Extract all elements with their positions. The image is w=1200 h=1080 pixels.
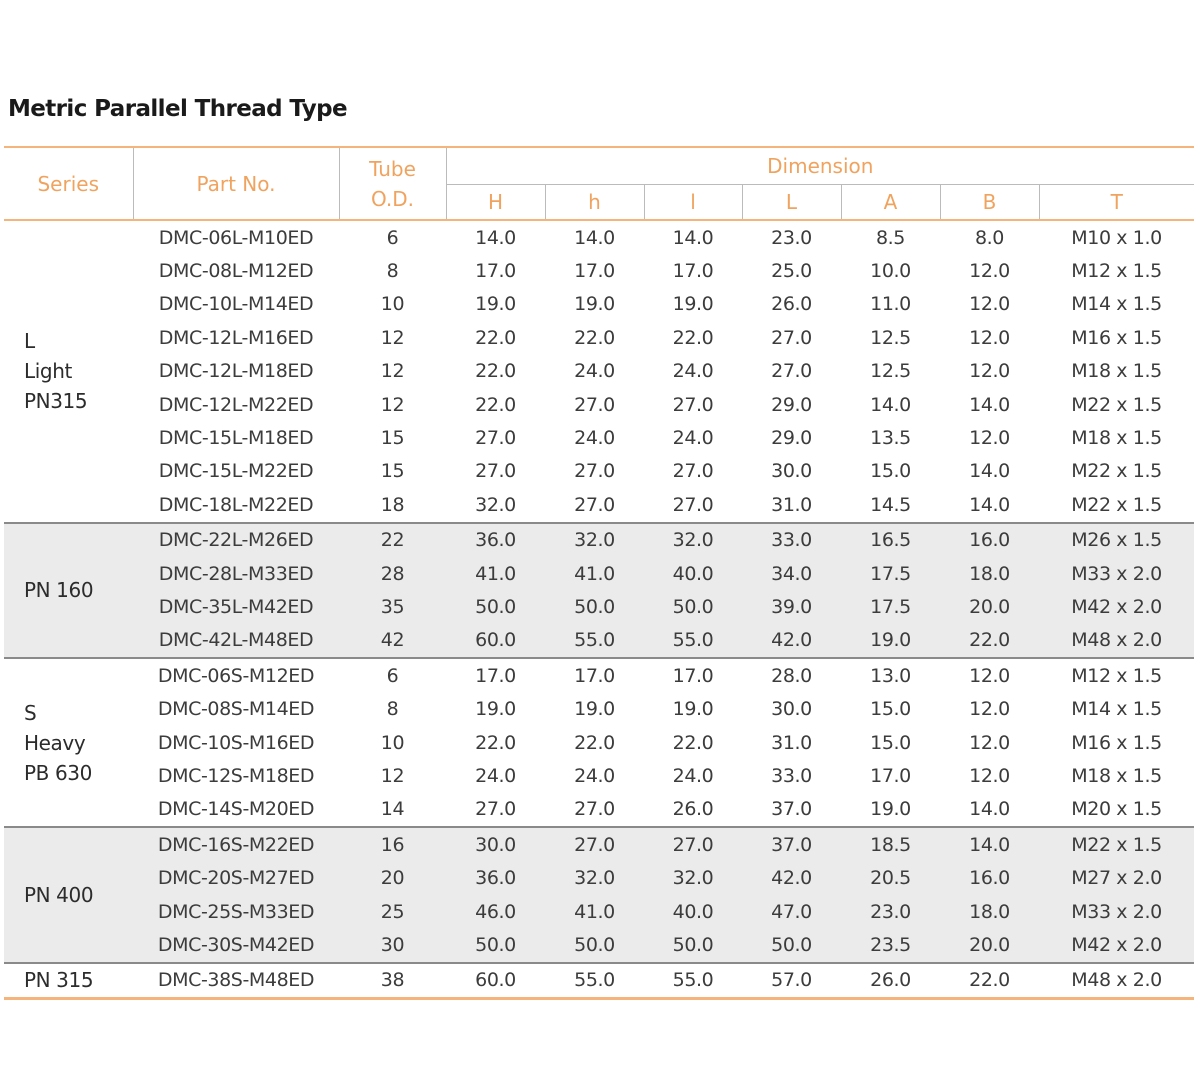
tube-od-cell: 38 <box>339 963 446 999</box>
dim-B-cell: 20.0 <box>940 928 1039 962</box>
dim-B-cell: 12.0 <box>969 360 1010 383</box>
dim-H-cell: 22.0 <box>475 393 516 416</box>
dim-B-cell: 14.0 <box>969 493 1010 516</box>
dim-L-cell: 30.0 <box>771 460 812 483</box>
tube-od-cell: 8 <box>386 260 399 283</box>
part-no-cell: DMC-28L-M33ED <box>133 557 339 590</box>
table-row <box>4 220 1194 254</box>
header-tube-line1: Tube <box>369 156 416 181</box>
part-no-cell: DMC-10L-M14ED <box>158 293 314 316</box>
part-no-cell: DMC-12S-M18ED <box>157 764 315 787</box>
dim-L-cell: 26.0 <box>771 293 812 316</box>
table-row <box>4 421 1194 454</box>
dim-L-cell: 47.0 <box>742 895 841 928</box>
dim-T-cell: M14 x 1.5 <box>1071 293 1162 316</box>
dim-h-small-cell: 24.0 <box>574 764 615 787</box>
dim-T-cell: M12 x 1.5 <box>1039 658 1194 692</box>
dim-L-cell: 29.0 <box>771 427 812 450</box>
dim-h-small-cell: 24.0 <box>574 427 615 450</box>
tube-od-cell: 42 <box>339 624 446 658</box>
dim-L-cell: 50.0 <box>742 928 841 962</box>
dim-T-cell: M18 x 1.5 <box>1071 427 1162 450</box>
tube-od-cell: 10 <box>380 293 405 316</box>
dim-l-cell: 22.0 <box>672 326 714 349</box>
dim-T-cell: M22 x 1.5 <box>1071 460 1162 483</box>
dim-A-cell: 17.5 <box>841 590 940 623</box>
dim-h-small-cell: 19.0 <box>574 293 615 316</box>
dim-T-cell: M18 x 1.5 <box>1071 764 1162 787</box>
table-header <box>4 147 1194 220</box>
dim-l-cell: 40.0 <box>644 557 742 590</box>
dim-L-cell: 28.0 <box>742 658 841 692</box>
dim-B-cell: 22.0 <box>940 624 1039 658</box>
series-cell <box>4 658 133 827</box>
dim-l-cell: 14.0 <box>672 226 714 249</box>
header-dim-h-small: h <box>545 185 644 221</box>
table-body <box>4 220 1194 998</box>
tube-od-cell: 12 <box>380 393 405 416</box>
dim-L-cell: 31.0 <box>771 493 812 516</box>
dim-l-cell: 40.0 <box>644 895 742 928</box>
dim-h-small-cell: 50.0 <box>545 928 644 962</box>
dim-L-cell: 25.0 <box>771 260 812 283</box>
part-no-cell: DMC-15L-M18ED <box>158 427 314 450</box>
dim-L-cell: 29.0 <box>771 393 812 416</box>
dim-B-cell: 14.0 <box>969 460 1010 483</box>
part-no-cell: DMC-12L-M18ED <box>158 360 314 383</box>
table-row <box>4 557 1194 590</box>
series-cell <box>4 963 133 999</box>
dim-B-cell: 12.0 <box>969 260 1010 283</box>
dim-l-cell: 24.0 <box>672 427 714 450</box>
part-no-cell: DMC-14S-M20ED <box>157 798 315 821</box>
part-no-cell: DMC-16S-M22ED <box>133 827 339 861</box>
tube-od-cell: 6 <box>339 658 446 692</box>
tube-od-cell: 12 <box>380 326 405 349</box>
dim-h-small-cell: 55.0 <box>545 624 644 658</box>
header-dimension: Dimension <box>446 147 1194 185</box>
part-no-cell: DMC-06S-M12ED <box>133 658 339 692</box>
dim-H-cell: 17.0 <box>446 658 545 692</box>
tube-od-cell: 25 <box>339 895 446 928</box>
dim-B-cell: 12.0 <box>969 326 1010 349</box>
dim-T-cell: M16 x 1.5 <box>1071 326 1162 349</box>
dim-B-cell: 12.0 <box>969 764 1010 787</box>
dim-A-cell: 14.0 <box>870 393 911 416</box>
part-no-cell: DMC-30S-M42ED <box>133 928 339 962</box>
table-row <box>4 254 1194 287</box>
part-no-cell: DMC-18L-M22ED <box>158 493 314 516</box>
header-dim-B: B <box>940 185 1039 221</box>
part-no-cell: DMC-10S-M16ED <box>157 731 315 754</box>
dim-T-cell: M22 x 1.5 <box>1039 827 1194 861</box>
tube-od-cell: 18 <box>380 493 405 516</box>
dim-H-cell: 27.0 <box>475 798 516 821</box>
header-dim-L: L <box>742 185 841 221</box>
dim-A-cell: 19.0 <box>870 798 911 821</box>
dim-H-cell: 27.0 <box>475 427 516 450</box>
header-tube-od <box>339 147 446 220</box>
part-no-cell: DMC-12L-M16ED <box>158 326 314 349</box>
part-no-cell: DMC-15L-M22ED <box>158 460 314 483</box>
dim-H-cell: 19.0 <box>475 293 516 316</box>
dim-L-cell: 37.0 <box>742 827 841 861</box>
dim-B-cell: 12.0 <box>969 427 1010 450</box>
dim-H-cell: 36.0 <box>446 861 545 894</box>
dim-h-small-cell: 27.0 <box>545 827 644 861</box>
dim-l-cell: 27.0 <box>672 393 714 416</box>
dim-H-cell: 27.0 <box>475 460 516 483</box>
dim-l-cell: 32.0 <box>644 523 742 557</box>
dim-H-cell: 41.0 <box>446 557 545 590</box>
dim-h-small-cell: 24.0 <box>574 360 615 383</box>
tube-od-cell: 8 <box>386 698 399 721</box>
series-label: PN 400 <box>24 882 94 907</box>
dim-B-cell: 14.0 <box>969 798 1010 821</box>
dim-T-cell: M42 x 2.0 <box>1039 928 1194 962</box>
dim-A-cell: 12.5 <box>870 360 911 383</box>
dim-h-small-cell: 50.0 <box>545 590 644 623</box>
dim-T-cell: M27 x 2.0 <box>1039 861 1194 894</box>
dim-L-cell: 30.0 <box>771 698 812 721</box>
tube-od-cell: 16 <box>339 827 446 861</box>
part-no-cell: DMC-08S-M14ED <box>157 698 315 721</box>
part-no-cell: DMC-25S-M33ED <box>133 895 339 928</box>
dim-L-cell: 23.0 <box>771 226 812 249</box>
dim-A-cell: 15.0 <box>870 460 911 483</box>
dim-h-small-cell: 41.0 <box>545 895 644 928</box>
part-no-cell: DMC-06L-M10ED <box>158 226 314 249</box>
dim-L-cell: 33.0 <box>742 523 841 557</box>
table-row <box>4 759 1194 792</box>
series-label: Light <box>24 359 72 384</box>
dim-l-cell: 24.0 <box>672 764 714 787</box>
dim-T-cell: M14 x 1.5 <box>1071 698 1162 721</box>
series-label: PN315 <box>24 389 88 414</box>
tube-od-cell: 14 <box>380 798 405 821</box>
table-row <box>4 928 1194 962</box>
dim-A-cell: 23.0 <box>841 895 940 928</box>
dim-l-cell: 27.0 <box>644 827 742 861</box>
dim-B-cell: 18.0 <box>940 557 1039 590</box>
tube-od-cell: 10 <box>380 731 405 754</box>
dim-T-cell: M16 x 1.5 <box>1071 731 1162 754</box>
dim-l-cell: 55.0 <box>644 963 742 999</box>
dim-A-cell: 16.5 <box>841 523 940 557</box>
dim-H-cell: 36.0 <box>446 523 545 557</box>
dim-B-cell: 14.0 <box>940 827 1039 861</box>
dim-T-cell: M48 x 2.0 <box>1039 624 1194 658</box>
dim-l-cell: 17.0 <box>644 658 742 692</box>
dim-B-cell: 16.0 <box>940 861 1039 894</box>
table-row <box>4 388 1194 421</box>
dim-H-cell: 19.0 <box>475 698 516 721</box>
dim-H-cell: 50.0 <box>446 590 545 623</box>
dim-T-cell: M22 x 1.5 <box>1071 493 1162 516</box>
dim-H-cell: 22.0 <box>475 326 516 349</box>
series-label: S <box>24 700 37 725</box>
dim-A-cell: 17.5 <box>841 557 940 590</box>
dim-T-cell: M22 x 1.5 <box>1071 393 1162 416</box>
part-no-cell: DMC-20S-M27ED <box>133 861 339 894</box>
table-row <box>4 692 1194 725</box>
series-label: L <box>24 329 35 354</box>
part-no-cell: DMC-12L-M22ED <box>158 393 314 416</box>
series-label: PN 160 <box>24 578 94 603</box>
dim-l-cell: 50.0 <box>644 928 742 962</box>
tube-od-cell: 35 <box>339 590 446 623</box>
dim-B-cell: 16.0 <box>940 523 1039 557</box>
dim-B-cell: 12.0 <box>969 293 1010 316</box>
header-part-no: Part No. <box>133 147 339 220</box>
dim-L-cell: 57.0 <box>742 963 841 999</box>
dim-H-cell: 60.0 <box>446 963 545 999</box>
series-cell <box>4 523 133 659</box>
dim-H-cell: 24.0 <box>475 764 516 787</box>
dim-A-cell: 10.0 <box>870 260 911 283</box>
tube-od-cell: 15 <box>380 427 405 450</box>
dim-T-cell: M33 x 2.0 <box>1039 557 1194 590</box>
table-row <box>4 488 1194 522</box>
dim-B-cell: 18.0 <box>940 895 1039 928</box>
tube-od-cell: 28 <box>339 557 446 590</box>
dim-L-cell: 27.0 <box>771 326 812 349</box>
dim-l-cell: 26.0 <box>672 798 714 821</box>
series-label: Heavy <box>24 730 86 755</box>
dim-h-small-cell: 19.0 <box>574 698 615 721</box>
table-row <box>4 793 1194 827</box>
series-cell <box>4 827 133 963</box>
dim-h-small-cell: 17.0 <box>574 260 615 283</box>
dim-l-cell: 22.0 <box>672 731 714 754</box>
dim-T-cell: M20 x 1.5 <box>1071 798 1162 821</box>
tube-od-cell: 20 <box>339 861 446 894</box>
dim-A-cell: 12.5 <box>870 326 911 349</box>
part-no-cell: DMC-38S-M48ED <box>133 963 339 999</box>
dim-A-cell: 11.0 <box>870 293 911 316</box>
table-row <box>4 827 1194 861</box>
dim-h-small-cell: 22.0 <box>574 731 615 754</box>
tube-od-cell: 12 <box>380 764 405 787</box>
tube-od-cell: 15 <box>380 460 405 483</box>
dim-A-cell: 19.0 <box>841 624 940 658</box>
dim-l-cell: 19.0 <box>672 698 714 721</box>
dim-A-cell: 15.0 <box>870 698 911 721</box>
dim-h-small-cell: 27.0 <box>574 493 615 516</box>
dim-H-cell: 30.0 <box>446 827 545 861</box>
dim-B-cell: 12.0 <box>969 731 1010 754</box>
dim-h-small-cell: 27.0 <box>574 393 615 416</box>
dim-A-cell: 23.5 <box>841 928 940 962</box>
table-row <box>4 321 1194 354</box>
dim-L-cell: 42.0 <box>742 624 841 658</box>
table-row <box>4 658 1194 692</box>
series-label: PB 630 <box>24 760 92 785</box>
table-row <box>4 963 1194 999</box>
table-row <box>4 355 1194 388</box>
dim-l-cell: 17.0 <box>672 260 714 283</box>
dim-A-cell: 26.0 <box>841 963 940 999</box>
tube-od-cell: 30 <box>339 928 446 962</box>
table-row <box>4 861 1194 894</box>
dim-B-cell: 22.0 <box>940 963 1039 999</box>
dim-H-cell: 14.0 <box>475 226 516 249</box>
dim-A-cell: 17.0 <box>870 764 911 787</box>
tube-od-cell: 22 <box>339 523 446 557</box>
series-cell <box>4 220 133 523</box>
dim-B-cell: 12.0 <box>940 658 1039 692</box>
dim-L-cell: 27.0 <box>771 360 812 383</box>
dim-L-cell: 39.0 <box>742 590 841 623</box>
page-title: Metric Parallel Thread Type <box>8 96 348 122</box>
dim-l-cell: 19.0 <box>672 293 714 316</box>
dim-B-cell: 8.0 <box>974 226 1005 249</box>
dim-A-cell: 13.0 <box>841 658 940 692</box>
header-dim-T: T <box>1039 185 1194 221</box>
dim-A-cell: 13.5 <box>870 427 911 450</box>
dim-l-cell: 32.0 <box>644 861 742 894</box>
dim-T-cell: M10 x 1.0 <box>1071 226 1162 249</box>
dim-T-cell: M48 x 2.0 <box>1039 963 1194 999</box>
table-row <box>4 523 1194 557</box>
dim-l-cell: 24.0 <box>672 360 714 383</box>
dim-h-small-cell: 32.0 <box>545 523 644 557</box>
header-series: Series <box>4 147 133 220</box>
dim-T-cell: M18 x 1.5 <box>1071 360 1162 383</box>
dim-B-cell: 14.0 <box>969 393 1010 416</box>
dim-l-cell: 27.0 <box>672 493 714 516</box>
series-label: PN 315 <box>24 968 94 993</box>
table-row <box>4 624 1194 658</box>
dim-H-cell: 32.0 <box>475 493 516 516</box>
dim-h-small-cell: 55.0 <box>545 963 644 999</box>
dim-B-cell: 20.0 <box>940 590 1039 623</box>
dim-h-small-cell: 17.0 <box>545 658 644 692</box>
dim-l-cell: 27.0 <box>672 460 714 483</box>
part-no-cell: DMC-42L-M48ED <box>133 624 339 658</box>
header-tube-line2: O.D. <box>370 186 415 211</box>
dim-T-cell: M26 x 1.5 <box>1039 523 1194 557</box>
dim-A-cell: 8.5 <box>875 226 906 249</box>
table-row <box>4 726 1194 759</box>
table-row <box>4 895 1194 928</box>
dim-H-cell: 46.0 <box>446 895 545 928</box>
dim-l-cell: 55.0 <box>644 624 742 658</box>
tube-od-cell: 6 <box>386 226 399 249</box>
dim-h-small-cell: 32.0 <box>545 861 644 894</box>
tube-od-cell: 12 <box>380 360 405 383</box>
dim-H-cell: 60.0 <box>446 624 545 658</box>
thread-spec-table <box>4 146 1194 1000</box>
header-dim-H: H <box>446 185 545 221</box>
dim-A-cell: 20.5 <box>841 861 940 894</box>
table-row <box>4 590 1194 623</box>
dim-H-cell: 50.0 <box>446 928 545 962</box>
dim-L-cell: 37.0 <box>771 798 812 821</box>
dim-A-cell: 18.5 <box>841 827 940 861</box>
dim-h-small-cell: 27.0 <box>574 798 615 821</box>
dim-L-cell: 33.0 <box>771 764 812 787</box>
dim-H-cell: 17.0 <box>475 260 516 283</box>
table-row <box>4 288 1194 321</box>
dim-h-small-cell: 22.0 <box>574 326 615 349</box>
dim-H-cell: 22.0 <box>475 731 516 754</box>
header-dim-A: A <box>841 185 940 221</box>
dim-h-small-cell: 14.0 <box>574 226 615 249</box>
dim-L-cell: 31.0 <box>771 731 812 754</box>
dim-T-cell: M33 x 2.0 <box>1039 895 1194 928</box>
dim-A-cell: 15.0 <box>870 731 911 754</box>
header-dim-l: l <box>644 185 742 221</box>
part-no-cell: DMC-35L-M42ED <box>133 590 339 623</box>
dim-A-cell: 14.5 <box>870 493 911 516</box>
dim-T-cell: M42 x 2.0 <box>1039 590 1194 623</box>
dim-l-cell: 50.0 <box>644 590 742 623</box>
dim-L-cell: 34.0 <box>742 557 841 590</box>
dim-T-cell: M12 x 1.5 <box>1071 260 1162 283</box>
dim-h-small-cell: 41.0 <box>545 557 644 590</box>
dim-L-cell: 42.0 <box>742 861 841 894</box>
dim-B-cell: 12.0 <box>969 698 1010 721</box>
part-no-cell: DMC-22L-M26ED <box>133 523 339 557</box>
table-row <box>4 455 1194 488</box>
part-no-cell: DMC-08L-M12ED <box>158 260 314 283</box>
dim-h-small-cell: 27.0 <box>574 460 615 483</box>
dim-H-cell: 22.0 <box>475 360 516 383</box>
